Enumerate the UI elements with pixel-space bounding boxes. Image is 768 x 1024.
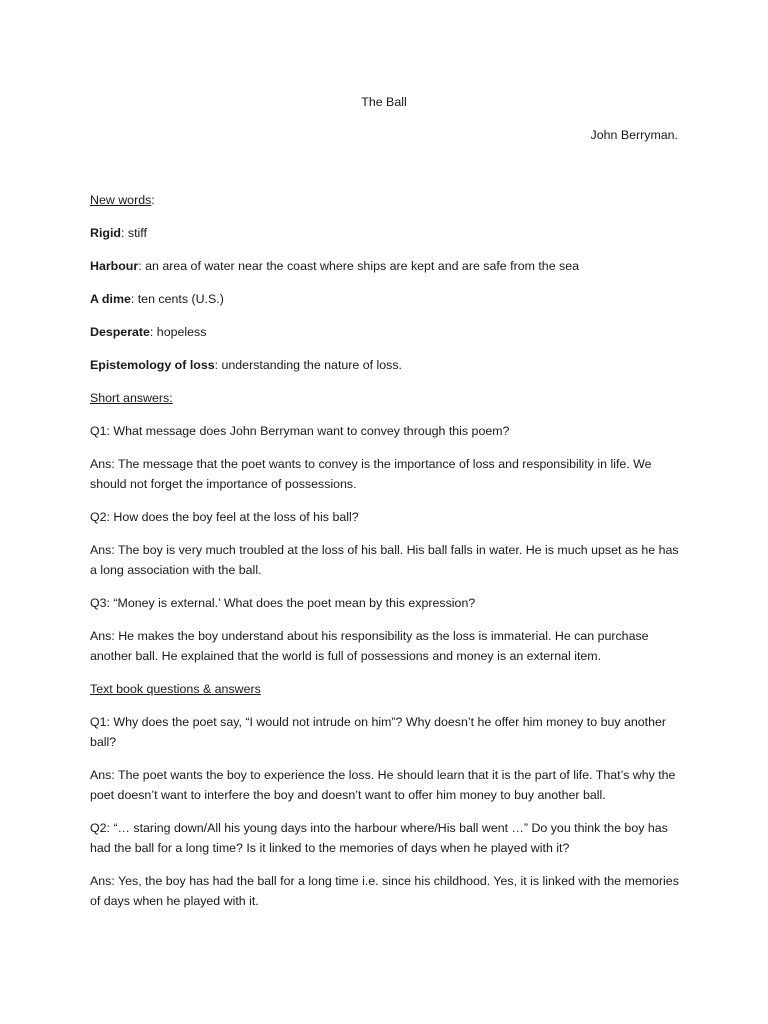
vocab-entry: [90, 223, 682, 243]
vocab-definition: : stiff: [120, 226, 147, 240]
vocab-definition: : understanding the nature of loss.: [214, 358, 402, 372]
answer: Ans: The poet wants the boy to experience the loss. He should learn that it is the part of life. That’s why the poet doesn’t want to interfere the boy and doesn’t want to offer him money to buy another ball.: [90, 768, 676, 802]
vocab-entry: [90, 289, 682, 309]
document-title: The Ball: [361, 95, 407, 109]
vocab-entry: [90, 322, 682, 342]
question: Q1: Why does the poet say, “I would not intrude on him”? Why doesn’t he offer him money to buy another ball?: [90, 715, 667, 749]
vocab-term: Epistemology of loss: [90, 358, 215, 372]
vocab-term: Rigid: [90, 226, 121, 240]
document-author: John Berryman.: [590, 128, 678, 142]
vocab-entry: [90, 355, 682, 375]
vocab-definition: : ten cents (U.S.): [130, 292, 224, 306]
vocab-term: Desperate: [90, 325, 150, 339]
vocab-entry: [90, 256, 682, 276]
question: Q1: What message does John Berryman want to convey through this poem?: [90, 424, 510, 438]
vocab-term: A dime: [90, 292, 131, 306]
new-words-heading: New words:: [90, 193, 155, 207]
vocab-term: Harbour: [90, 259, 139, 273]
answer: Ans: The boy is very much troubled at the loss of his ball. His ball falls in water. He is much upset as he has a long association with the ball.: [90, 543, 679, 577]
question: Q2: How does the boy feel at the loss of his ball?: [90, 510, 359, 524]
textbook-heading: Text book questions & answers: [90, 682, 261, 696]
short-answers-heading: Short answers:: [90, 391, 173, 405]
vocab-definition: : hopeless: [149, 325, 207, 339]
question: Q2: “… staring down/All his young days into the harbour where/His ball went …” Do you think the boy has had the ball for a long time? Is it linked to the memories of days when he played with it?: [90, 821, 668, 855]
vocab-definition: : an area of water near the coast where ships are kept and are safe from the sea: [138, 259, 580, 273]
answer: Ans: Yes, the boy has had the ball for a long time i.e. since his childhood. Yes, it is linked with the memories of days when he played with it.: [90, 874, 679, 908]
document-body: [90, 190, 682, 924]
answer: Ans: He makes the boy understand about his responsibility as the loss is immaterial. He can purchase another ball. He explained that the world is full of possessions and money is an external item.: [90, 629, 649, 663]
answer: Ans: The message that the poet wants to convey is the importance of loss and responsibility in life. We should not forget the importance of possessions.: [90, 457, 652, 491]
question: Q3: “Money is external.’ What does the poet mean by this expression?: [90, 596, 476, 610]
